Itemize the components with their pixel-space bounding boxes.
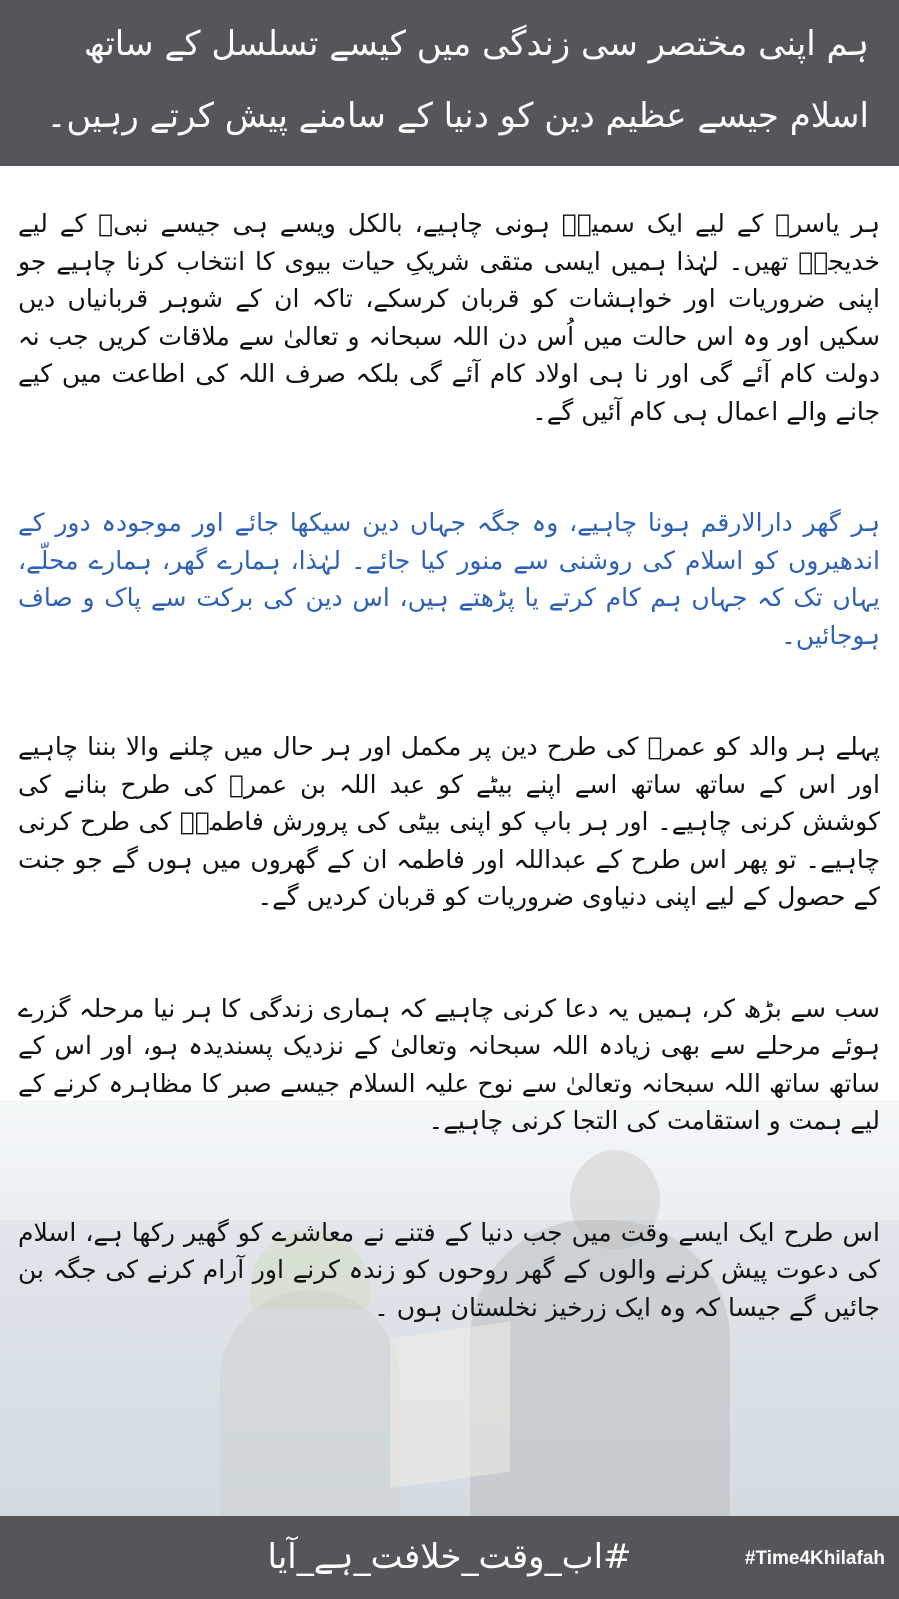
paragraph-spouse: ہر یاسرؓ کے لیے ایک سمیہؓ ہونی چاہیے، بالکل ویسے ہی جیسے نبیﷺ کے لیے خدیجہؓ تھیں۔ لہٰذا ہمیں ایسی متقی شریکِ حیات بیوی کا انتخاب کرنا چاہیے جو اپنی ضروریات اور خواہشات کو قربان کرسکے، تاکہ ان کے شوہر قربانیاں دیں سکیں اور وہ اس حالت میں اُس دن اللہ سبحانہ و تعالیٰ سے ملاقات کریں جب نہ دولت کام آئے گی اور نا ہی اولاد کام آئے گی بلکہ صرف اللہ کی اطاعت میں کیے جانے والے اعمال ہی کام آئیں گے۔ — [18, 209, 880, 426]
paragraph-dar-al-arqam: ہر گھر دارالارقم ہونا چاہیے، وہ جگہ جہاں دین سیکھا جائے اور موجودہ دور کے اندھیروں کو اسلام کی روشنی سے منور کیا جائے۔ لہٰذا، ہمارے گھر، ہمارے محلّے، یہاں تک کہ جہاں ہم کام کرتے یا پڑھتے ہیں، اس دین کی برکت سے پاک و صاف ہوجائیں۔ — [18, 508, 880, 650]
paragraph-dua: سب سے بڑھ کر، ہمیں یہ دعا کرنی چاہیے کہ ہماری زندگی کا ہر نیا مرحلہ گزرے ہوئے مرحلے سے بھی زیادہ اللہ سبحانہ وتعالیٰ کے نزدیک پسندیدہ ہو، اور اس کے ساتھ ساتھ اللہ سبحانہ وتعالیٰ سے نوح علیہ السلام جیسے صبر کا مظاہرہ کرنے کے لیے ہمت و استقامت کی التجا کرنی چاہیے۔ — [18, 993, 880, 1135]
page-title: ہم اپنی مختصر سی زندگی میں کیسے تسلسل کے ساتھ اسلام جیسے عظیم دین کو دنیا کے سامنے پیش کرتے رہیں۔ — [46, 24, 869, 136]
hashtag-urdu: #اب_وقت_خلافت_ہے_آیا — [267, 1537, 632, 1577]
header-banner — [0, 0, 899, 166]
hashtag-english: #Time4Khilafah — [744, 1548, 885, 1569]
paragraph-oasis: اس طرح ایک ایسے وقت میں جب دنیا کے فتنے نے معاشرے کو گھیر رکھا ہے، اسلام کی دعوت پیش کرنے والوں کے گھر روحوں کو زندہ کرنے اور آرام کرنے کی جگہ بن جائیں گے جیسا کہ وہ ایک زرخیز نخلستان ہوں ۔ — [18, 1217, 880, 1322]
article-body — [18, 205, 880, 1400]
paragraph-parenting: پہلے ہر والد کو عمرؓ کی طرح دین پر مکمل اور ہر حال میں چلنے والا بننا چاہیے اور اس کے ساتھ ساتھ اسے اپنے بیٹے کو عبد اللہ بن عمرؓ کی طرح بنانے کی کوشش کرنی چاہیے۔ اور ہر باپ کو اپنی بیٹی کی پرورش فاطمہؓ کی طرح کرنی چاہیے۔ تو پھر اس طرح کے عبداللہ اور فاطمہ ان کے گھروں میں ہوں گے جو جنت کے حصول کے لیے اپنی دنیاوی ضروریات کو قربان کردیں گے۔ — [18, 732, 880, 911]
footer-banner — [0, 1516, 899, 1599]
